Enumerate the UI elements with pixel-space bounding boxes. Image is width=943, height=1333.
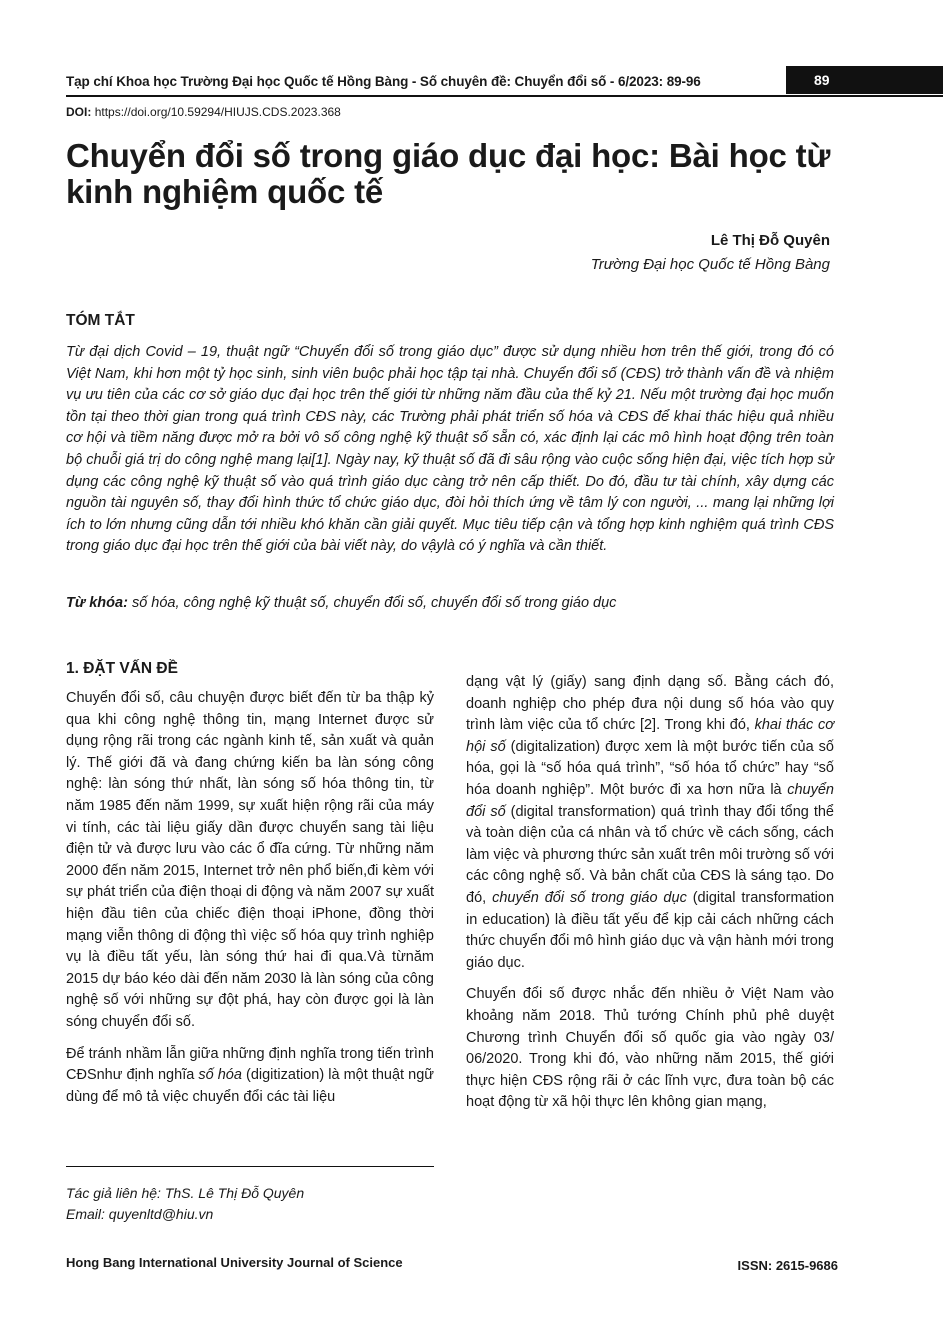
section-paragraph-2-start [66,1044,434,1109]
issn: ISSN: 2615-9686 [737,1258,838,1273]
keywords [66,595,834,611]
article-title: Chuyển đổi số trong giáo dục đại học: Bài học từ kinh nghiệm quốc tế [66,137,831,210]
abstract-heading: TÓM TẮT [66,312,135,329]
term-chuyen-doi-so: chuyển đổi số [466,781,834,820]
footnote-email[interactable]: Email: quyenltd@hiu.vn [66,1206,214,1222]
doi-label: DOI: [66,105,92,119]
author-affiliation: Trường Đại học Quốc tế Hồng Bàng [590,256,830,273]
section-paragraph-2-cont [466,672,834,974]
header-rule [66,95,943,97]
p2-text-e: (digitalization) được xem là một bước tiến của số hóa, gọi là “số hóa quá trình”, “số hóa tổ chức” hay “số hóa doanh nghiệp”. Một bước đi xa hơn nữa là [466,738,834,798]
doi-line [66,105,341,119]
page-number-tab [786,66,943,94]
page-number: 89 [814,72,830,88]
term-khai-thac: khai thác cơ hội số [466,717,834,755]
section-paragraph-1: Chuyển đổi số, câu chuyện được biết đến từ ba thập kỷ qua khi công nghệ thông tin, mạng Internet được sử dụng rộng rãi trong các ngành kinh tế, sản xuất và quản lý. Thế giới đã và đang chứng kiến ba làn sóng công nghệ: làn sóng thứ nhất, làn sóng số hóa thông tin, từ năm 1985 đến năm 1999, sự xuất hiện rộng rãi của máy vi tính, các tài liệu giấy dần được chuyển sang tài liệu điện tử và được lưu vào các ổ đĩa cứng. Từ những năm 2000 đến năm 2015, Internet trở nên phổ biến,đi kèm với sự phát triển của điện thoại di động và năm 2007 sự xuất hiện đầu tiên của chiếc điện thoại iPhone, đồng thời mạng viễn thông di động thì việc số hóa quy trình nghiệp vụ là điều tất yếu, làn sóng thứ hai đi qua.Và từnăm 2015 dự báo kéo dài đến năm 2030 là làn sóng của công nghệ số với những sự đột phá, hay còn được gọi là làn sóng chuyển đổi số. [66,690,434,1030]
footnote-contact: Tác giả liên hệ: ThS. Lê Thị Đỗ Quyên [66,1185,305,1201]
term-so-hoa: số hóa [198,1067,242,1084]
doi-link[interactable]: https://doi.org/10.59294/HIUJS.CDS.2023.368 [94,105,341,119]
p2-text-a: Để tránh nhầm lẫn giữa những định nghĩa trong tiến trình CĐSnhư định nghĩa [66,1045,434,1084]
footnote-rule [66,1166,434,1167]
author-name: Lê Thị Đỗ Quyên [710,232,830,249]
section-paragraph-3: Chuyển đổi số được nhắc đến nhiều ở Việt Nam vào khoảng năm 2018. Thủ tướng Chính phủ phê duyệt Chương trình Chuyển đổi số quốc gia vào ngày 03/ 06/2020. Trong khi đó, vào những năm 2015, thế giới thực hiện CĐS rộng rãi ở các lĩnh vực, đưa toàn bộ các hoạt động từ xã hội thực lên không gian mạng, [466,986,834,1111]
running-title: Tạp chí Khoa học Trường Đại học Quốc tế Hồng Bàng - Số chuyên đề: Chuyển đổi số - 6/2023: 89-96 [66,74,701,89]
p2-text-c-left: (digitization) là một thuật ngữ dùng để mô tả việc chuyển đổi các tài liệu [66,1067,434,1105]
term-cds-giao-duc: chuyển đổi số trong giáo dục [492,889,687,906]
p2-text-c-right: dạng vật lý (giấy) sang định dạng số. Bằng cách đó, doanh nghiệp cho phép đưa nội dung số hóa vào quy trình làm việc của tổ chức [2]. Trong khi đó, [466,674,834,734]
journal-english-name: Hong Bang International University Journal of Science [66,1255,403,1270]
abstract-text: Từ đại dịch Covid – 19, thuật ngữ “Chuyển đổi số trong giáo dục” được sử dụng nhiều hơn trên thế giới, trong đó có Việt Nam, khi hơn một tỷ học sinh, sinh viên buộc phải học tập tại nhà. Chuyển đổi số (CĐS) trở thành vấn đề và nhiệm vụ ưu tiên của các cơ sở giáo dục đại học trên thế giới từ những năm đầu của thế kỷ 21. Nếu một trường đại học muốn tồn tại theo thời gian trong quá trình CĐS này, các Trường phải phát triển số hóa và CĐS để khai thác hiệu quả nhiều cơ hội và tiềm năng được mở ra bởi vô số công nghệ kỹ thuật số sẵn có, xác định lại các mô hình hoạt động trên toàn bộ chuỗi giá trị do công nghệ mang lại[1]. Ngày nay, kỹ thuật số đã đi sâu rộng vào cuộc sống hiện đại, việc tích hợp sử dụng các công nghệ kỹ thuật số vào quá trình giáo dục càng trở nên cấp thiết. Do đó, đầu tư tài chính, xây dựng các nguồn tài nguyên số, thay đổi hình thức tổ chức giáo dục, đòi hỏi thích ứng về tâm lý con người, ... mang lại những lợi ích to lớn nhưng cũng dẫn tới nhiều khó khăn cần giải quyết. Mục tiêu tiếp cận và tổng hợp kinh nghiệm quá trình CĐS trong giáo dục đại học trên thế giới của bài viết này, do vậylà có ý nghĩa và cần thiết. [66,344,834,555]
p2-text-i: (digital transformation in education) là điều tất yếu để kịp cải cách những cách thức chuyển đổi mô hình giáo dục và vận hành mới trong giáo dục. [466,889,835,971]
keywords-label: Từ khóa: [66,595,128,611]
left-column [66,660,434,1118]
section-heading: 1. ĐẶT VẤN ĐỀ [66,660,178,677]
p2-text-g: (digital transformation) quá trình thay đổi tổng thể và toàn diện của cá nhân và tổ chức về cách sống, cách làm việc và phương thức sản xuất trên môi trường số với các công nghệ số. Và bản chất của CĐS là sáng tạo. Do đó, [466,803,834,906]
keywords-text: số hóa, công nghệ kỹ thuật số, chuyển đổi số, chuyển đổi số trong giáo dục [127,595,617,611]
right-column [466,672,834,1124]
